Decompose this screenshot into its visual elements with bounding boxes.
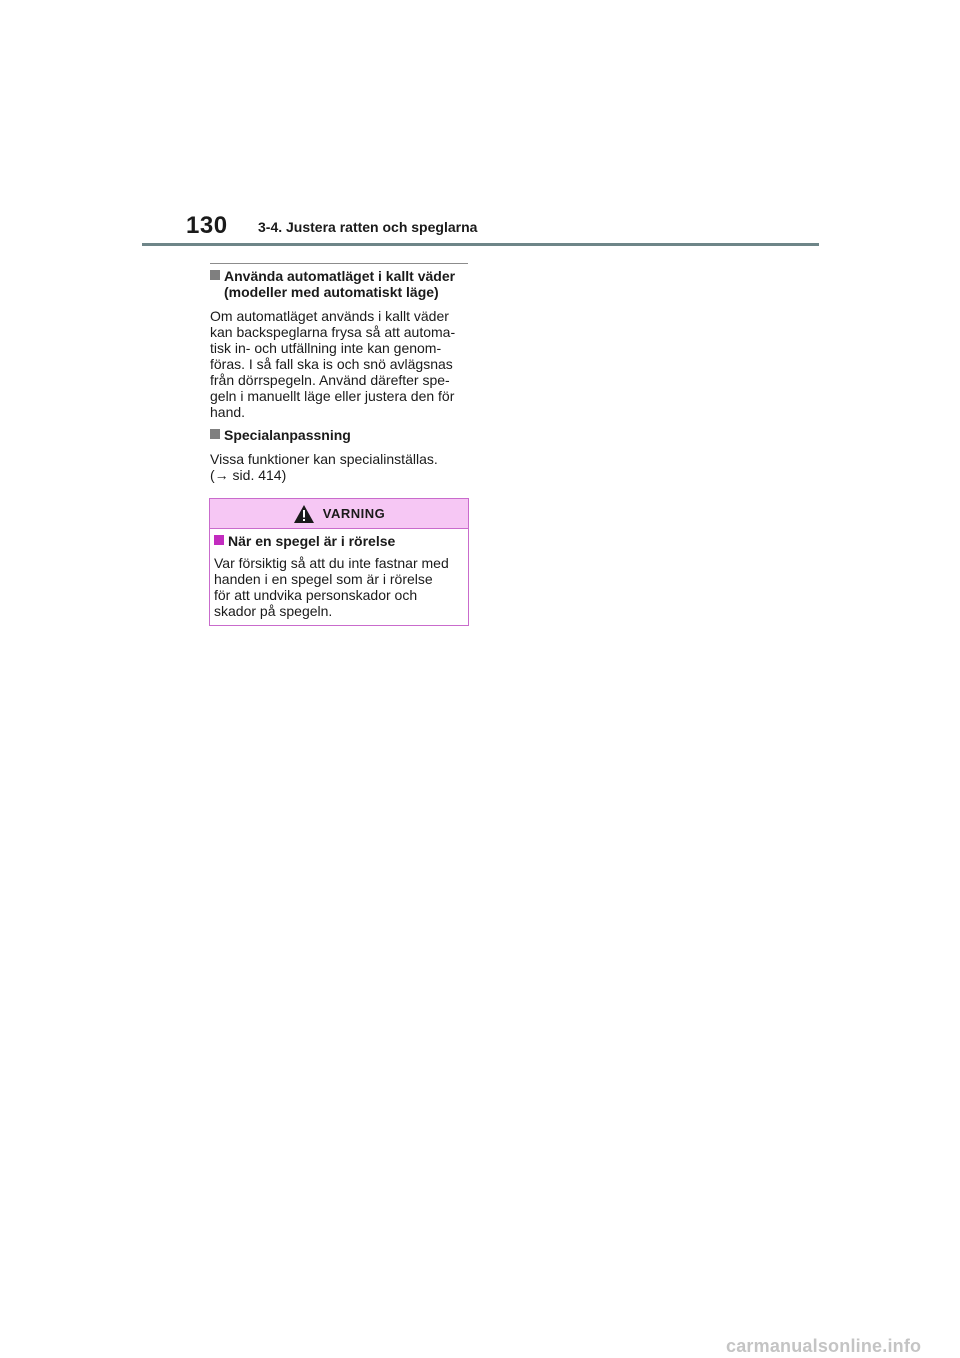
warning-heading-text: När en spegel är i rörelse <box>228 533 396 549</box>
square-bullet-icon <box>210 429 220 439</box>
warning-triangle-icon <box>293 504 315 524</box>
warning-body <box>210 529 468 619</box>
section-title: 3-4. Justera ratten och speglarna <box>258 219 478 235</box>
section-body: Om automatläget används i kallt väder kan backspeglarna frysa så att automa- tisk in- och utfällning inte kan genom- föras. I så fall ska is och snö avlägsnas från dörrspegeln. Använd därefter spe- geln i manuellt läge eller justera den för hand. <box>210 308 456 420</box>
section-customization <box>210 427 470 483</box>
header-rule <box>142 243 819 246</box>
section-heading <box>210 427 470 443</box>
section-heading-text: Använda automatläget i kallt väder (modeller med automatiskt läge) <box>224 268 456 300</box>
section-cold-weather <box>210 268 470 420</box>
section-heading <box>210 268 470 300</box>
watermark: carmanualsonline.info <box>726 1336 922 1356</box>
page-number: 130 <box>186 212 228 239</box>
warning-header <box>210 499 468 529</box>
section-body: Vissa funktioner kan specialinställas. (→ sid. 414) <box>210 451 438 483</box>
warning-heading <box>214 533 464 549</box>
warning-label: VARNING <box>322 506 386 521</box>
warning-text: Var försiktig så att du inte fastnar med handen i en spegel som är i rörelse för att undvika personskador och skador på spegeln. <box>214 555 449 619</box>
warning-box <box>209 498 469 626</box>
square-bullet-icon <box>210 270 220 280</box>
column-top-rule <box>210 263 468 264</box>
section-heading-text: Specialanpassning <box>224 427 351 443</box>
square-bullet-icon <box>214 535 224 545</box>
